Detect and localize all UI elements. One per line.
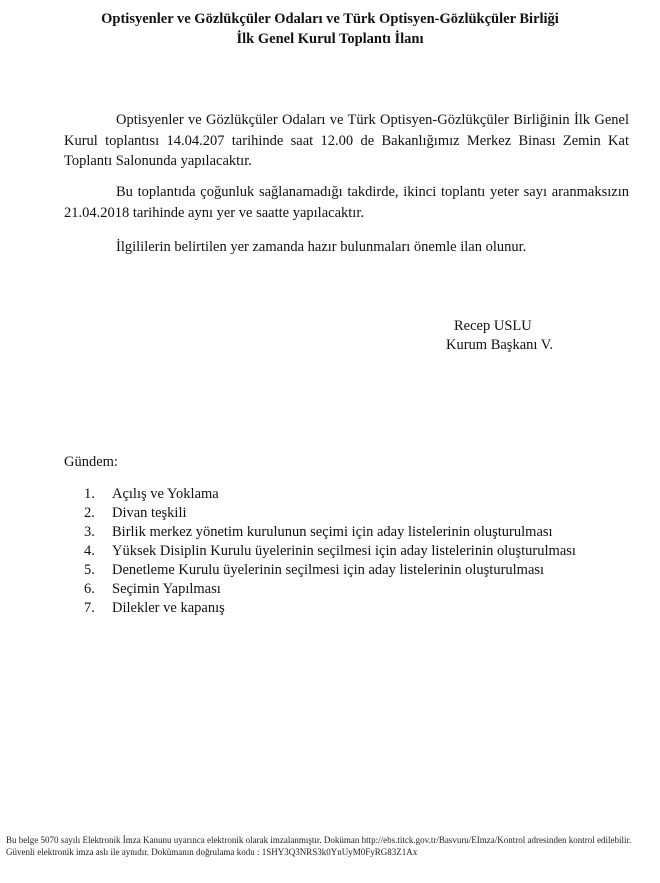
agenda-item-number: 3.: [84, 524, 95, 540]
announcement-paragraph-3: İlgililerin belirtilen yer zamanda hazır bulunmaları önemle ilan olunur.: [116, 239, 527, 255]
agenda-item-number: 4.: [84, 543, 95, 559]
document-title-line1: Optisyenler ve Gözlükçüler Odaları ve Türk Optisyen-Gözlükçüler Birliği: [101, 11, 559, 27]
agenda-item-text: Divan teşkili: [112, 505, 187, 521]
agenda-item-text: Yüksek Disiplin Kurulu üyelerinin seçilmesi için aday listelerinin oluşturulması: [112, 543, 576, 559]
e-signature-footer-note: Bu belge 5070 sayılı Elektronik İmza Kanunu uyarınca elektronik olarak imzalanmıştır. Doküman http://ebs.titck.gov.tr/Basvuru/EImza/Kontrol adresinden kontrol edilebilir. Güvenli elektronik imza aslı ile aynıdır. Dokümanın doğrulama kodu : 1SHY3Q3NRS3k0YnUyM0FyRG83Z1Ax: [6, 835, 632, 857]
agenda-item: [84, 485, 576, 504]
agenda-item-text: Denetleme Kurulu üyelerinin seçilmesi için aday listelerinin oluşturulması: [112, 562, 545, 578]
agenda-item: [84, 599, 576, 618]
agenda-item: [84, 504, 576, 523]
agenda-heading: Gündem:: [64, 454, 118, 470]
signatory-title: Kurum Başkanı V.: [446, 337, 554, 353]
announcement-paragraph-1: Optisyenler ve Gözlükçüler Odaları ve Türk Optisyen-Gözlükçüler Birliğinin İlk Genel Kurul toplantısı 14.04.207 tarihinde saat 12.00 de Bakanlığımız Merkez Binası Zemin Kat Toplantı Salonunda yapılacaktır.: [64, 112, 629, 169]
agenda-item-number: 7.: [84, 600, 95, 616]
agenda-item-number: 2.: [84, 505, 95, 521]
agenda-item: [84, 580, 576, 599]
agenda-item-text: Birlik merkez yönetim kurulunun seçimi için aday listelerinin oluşturulması: [112, 524, 553, 540]
agenda-item-text: Seçimin Yapılması: [112, 581, 221, 597]
announcement-paragraph-2: Bu toplantıda çoğunluk sağlanamadığı takdirde, ikinci toplantı yeter sayı aranmaksızın 21.04.2018 tarihinde aynı yer ve saatte yapılacaktır.: [64, 184, 629, 221]
signatory-name: Recep USLU: [454, 318, 532, 334]
agenda-item: [84, 542, 576, 561]
agenda-item-number: 5.: [84, 562, 95, 578]
agenda-item-text: Dilekler ve kapanış: [112, 600, 225, 616]
agenda-item-number: 1.: [84, 486, 95, 502]
agenda-item: [84, 561, 576, 580]
agenda-list: [84, 485, 576, 618]
document-title-line2: İlk Genel Kurul Toplantı İlanı: [236, 31, 424, 47]
agenda-item: [84, 523, 576, 542]
agenda-item-text: Açılış ve Yoklama: [112, 486, 219, 502]
agenda-item-number: 6.: [84, 581, 95, 597]
